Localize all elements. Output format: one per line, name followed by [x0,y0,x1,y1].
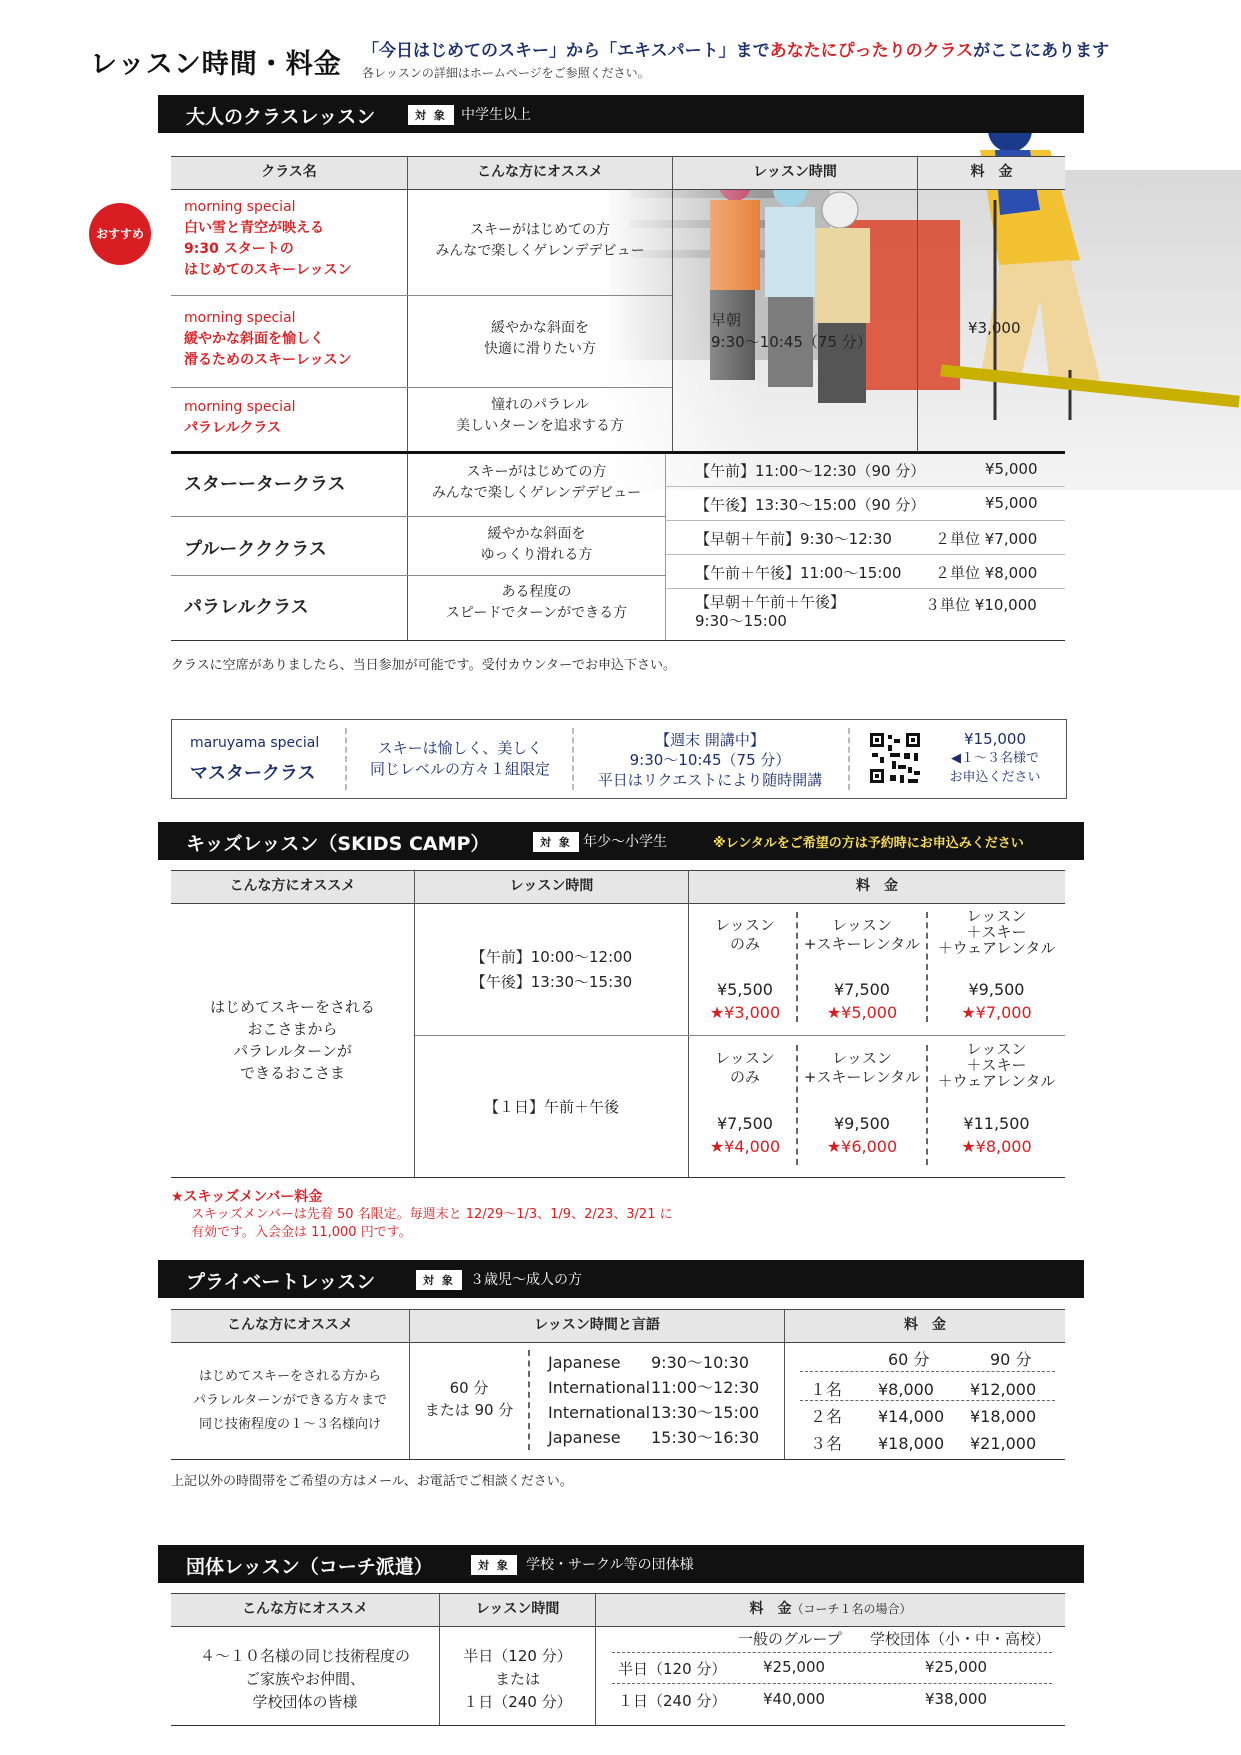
price-90: ¥18,000 [970,1407,1037,1426]
price: ¥5,500 [717,980,773,999]
kids-half-price-3 [928,978,1065,1024]
table-bottom [171,1725,1065,1726]
tagline-part2: あなたにぴったりのクラス [769,41,974,61]
row-divider [171,516,665,517]
kids-time-day: 【１日】午前＋午後 [483,1098,619,1116]
class-name-line: 9:30 スタートの [184,241,294,257]
time-line: 【午前】10:00〜12:00 [470,948,633,966]
price-label-line: 【早朝＋午前＋午後】 [695,593,846,611]
desc-line: スキーがはじめての方 [466,464,607,480]
master-name: マスタークラス [190,763,316,784]
dash-line [612,1652,1052,1653]
price-divider [665,554,1065,555]
desc-line: みんなで楽しくゲレンデデビュー [431,485,642,501]
kids-col-divider [414,870,415,1177]
adult-header-price: 料 金 [970,164,1013,180]
private-duration [410,1377,528,1421]
member-price: ★¥7,000 [961,1003,1032,1022]
label-line: ＋ウェアレンタル [937,939,1056,957]
master-desc [350,738,570,780]
adult-header-class: クラス名 [261,164,317,180]
row-divider [171,387,672,388]
price: ¥7,500 [834,980,890,999]
kids-rental-note: ※レンタルをご希望の方は予約時にお申込みください [713,836,1024,851]
slot-lang: Japanese [548,1428,621,1447]
qr-code-icon[interactable] [868,731,922,789]
kids-member-title: ★スキッズメンバー料金 [171,1189,323,1205]
kids-header-recommend: こんな方にオススメ [229,878,356,894]
kids-member-note [191,1206,673,1242]
member-price: ★¥6,000 [826,1137,898,1156]
master-time [575,730,845,790]
adult-header-time: レッスン時間 [753,164,837,180]
desc-line: 快適に滑りたい方 [484,341,596,357]
price-line: ¥15,000 [963,730,1027,748]
tagline [362,36,1109,61]
private-rows-90 [970,1376,1036,1457]
price-label-line: 9:30〜15:00 [695,612,787,630]
time-line: または [494,1670,540,1688]
dash-divider [572,728,574,790]
table-bottom [171,1459,1065,1460]
kids-header-time: レッスン時間 [509,878,594,894]
morning-row-2-name [184,308,352,371]
row-n: ３名 [810,1434,843,1453]
slot-time: 15:30〜16:30 [651,1428,760,1447]
time-line: 平日はリクエストにより随時開講 [597,771,823,789]
label-line: ＋ウェアレンタル [937,1072,1056,1090]
label-line: +スキーレンタル [803,1068,921,1086]
tagline-part3: がここにあります [973,41,1110,61]
tagline-part1: 「今日はじめてのスキー」から「エキスパート」まで [362,41,770,61]
duration-line: 60 分 [449,1379,489,1397]
member-price: ★¥8,000 [961,1137,1032,1156]
label-line: レッスン [966,907,1027,925]
private-col-90: 90 分 [990,1350,1032,1369]
kids-half-price-1 [695,978,795,1024]
morning-row-1-desc [408,220,672,262]
kids-day-price-3 [928,1112,1065,1158]
dash-line [612,1683,1052,1684]
adult-target: 中学生以上 [461,107,531,123]
kids-day-price-2 [797,1112,927,1158]
price-divider [665,486,1065,487]
morning-time-label: 早朝 [711,311,742,329]
slot-time: 9:30〜10:30 [651,1353,750,1372]
group-desc [171,1645,439,1714]
kids-half-price-2 [797,978,927,1024]
kids-col-divider [688,870,689,1177]
private-slot-langs [548,1350,650,1450]
kids-col-label [797,916,927,954]
class-starter: スターータークラス [184,474,346,495]
price-divider [665,588,1065,589]
master-price [935,730,1055,787]
desc-line: スピードでターンができる方 [445,605,628,621]
group-row-day-label: １日（240 分） [618,1692,727,1710]
private-slot-times [651,1350,759,1450]
morning-row-2-desc [408,318,672,360]
kids-target: 年少〜小学生 [583,834,667,850]
kids-desc [171,996,414,1084]
private-note: 上記以外の時間帯をご希望の方はメール、お電話でご相談ください。 [171,1474,573,1489]
desc-line: 憧れのパラレル [491,397,589,413]
table-bottom [171,640,1065,641]
price-value: ¥5,000 [985,494,1038,512]
morning-time [711,309,872,353]
table-bottom [171,1177,1065,1178]
kids-col-label [695,916,795,954]
morning-special-label: morning special [184,199,296,215]
time-line: 9:30〜10:45（75 分） [629,751,791,769]
class-parallel-desc [408,582,665,624]
private-section-title: プライベートレッスン [186,1271,376,1293]
kids-section-title: キッズレッスン（SKIDS CAMP） [186,833,490,855]
adult-target-label: 対 象 [408,105,454,125]
price: ¥7,500 [717,1114,773,1133]
price-divider [665,520,1065,521]
time-line: 【週末 開講中】 [655,731,765,749]
morning-special-label: morning special [184,399,296,415]
thick-divider [171,451,1065,454]
price-90: ¥21,000 [970,1434,1037,1453]
group-col-general: 一般のグループ [738,1630,842,1648]
group-target-label: 対 象 [471,1555,517,1575]
slot-lang: Japanese [548,1353,621,1372]
desc-line: はじめてスキーをされる [209,998,375,1016]
class-starter-desc [408,462,665,504]
label-line: ＋スキー [966,923,1027,941]
label-line: レッスン [715,916,775,934]
slot-lang: International [548,1378,651,1397]
desc-line: 同じレベルの方々１組限定 [369,760,550,778]
group-header-recommend: こんな方にオススメ [242,1601,368,1617]
class-parallel: パラレルクラス [184,597,309,618]
kids-day-price-1 [695,1112,795,1158]
member-price: ★¥5,000 [826,1003,898,1022]
label-line: レッスン [715,1049,775,1067]
desc-line: 美しいターンを追求する方 [456,418,624,434]
master-special: maruyama special [190,735,320,751]
price-label: 【午前】11:00〜12:30（90 分） [695,462,926,480]
price-note-line: お申込ください [949,770,1041,785]
adult-section-title: 大人のクラスレッスン [186,106,376,128]
price-header: 料 金 [749,1601,792,1617]
private-rows-60 [878,1376,944,1457]
price-value: ３単位 ¥10,000 [925,596,1037,614]
skier-photo [600,90,1241,490]
dash-divider [848,728,850,790]
price: ¥9,500 [834,1114,890,1133]
adult-col-divider [672,156,673,452]
class-plough-desc [408,524,665,566]
group-col-divider [595,1593,596,1725]
price-60: ¥8,000 [878,1380,934,1399]
group-row-half-general: ¥25,000 [763,1658,826,1676]
member-price: ★¥4,000 [709,1137,781,1156]
slot-lang: International [548,1403,651,1422]
group-row-day-school: ¥38,000 [925,1690,988,1708]
price-label [695,593,845,631]
price-value: ２単位 ¥8,000 [935,564,1038,582]
price-90: ¥12,000 [970,1380,1037,1399]
desc-line: パラレルターンができる方々まで [193,1393,387,1408]
label-line: のみ [729,935,760,953]
dash-divider [345,728,347,790]
desc-line: スキーは愉しく、美しく [377,739,543,757]
desc-line: おこさまから [247,1020,338,1038]
recommend-badge-label: おすすめ [95,227,145,241]
note-line: 有効です。入会金は 11,000 円です。 [191,1225,412,1240]
desc-line: 緩やかな斜面を [491,320,589,336]
note-line: スキッズメンバーは先着 50 名限定。毎週末と 12/29〜1/3、1/9、2/23、3/21 に [191,1207,673,1222]
label-line: +スキーレンタル [803,935,921,953]
duration-line: または 90 分 [424,1401,514,1419]
row-divider [415,1035,1065,1036]
dash-line [800,1371,1055,1372]
desc-line: ゆっくり滑れる方 [480,547,593,563]
label-line: レッスン [832,1049,892,1067]
label-line: のみ [729,1068,760,1086]
member-price: ★¥3,000 [709,1003,781,1022]
tagline-sub: 各レッスンの詳細はホームページをご参照ください。 [362,66,650,80]
time-line: 半日（120 分） [463,1647,572,1665]
row-n: ２名 [810,1407,843,1426]
kids-header-price: 料 金 [856,878,898,894]
class-name-line: 白い雪と青空が映える [184,220,324,236]
group-target: 学校・サークル等の団体様 [526,1557,694,1573]
adult-section-bar [158,95,1084,133]
class-name-line: 緩やかな斜面を愉しく [184,331,324,347]
price-value: ¥5,000 [985,460,1038,478]
kids-col-label [928,1041,1065,1089]
desc-line: 学校団体の皆様 [252,1693,358,1711]
group-header-price [596,1599,1065,1620]
morning-row-3-desc [408,395,672,437]
row-divider [171,295,672,296]
private-header-recommend: こんな方にオススメ [227,1317,353,1333]
class-name-line: 滑るためのスキーレッスン [184,352,352,368]
morning-time-value: 9:30〜10:45（75 分） [711,333,872,351]
row-n: １名 [810,1380,843,1399]
price-note-line: ◀１〜３名様で [951,751,1039,766]
price-value: ２単位 ¥7,000 [935,530,1038,548]
group-row-half-school: ¥25,000 [925,1658,988,1676]
private-col-divider [784,1309,785,1459]
label-line: ＋スキー [966,1056,1027,1074]
private-target: ３歳児〜成人の方 [470,1272,582,1288]
desc-line: できるおこさま [239,1064,345,1082]
desc-line: みんなで楽しくゲレンデデビュー [435,243,645,259]
private-header-price: 料 金 [904,1317,946,1333]
group-header-time: レッスン時間 [475,1601,560,1617]
kids-col-label [797,1049,927,1087]
adult-col-divider [665,452,666,641]
price-label: 【早朝＋午前】9:30〜12:30 [695,530,892,548]
kids-col-label [695,1049,795,1087]
group-col-school: 学校団体（小・中・高校） [870,1630,1051,1648]
label-line: レッスン [966,1040,1027,1058]
time-line: 【午後】13:30〜15:30 [470,973,633,991]
price-label: 【午後】13:30〜15:00（90 分） [695,496,926,514]
adult-header-recommend: こんな方にオススメ [477,164,603,180]
private-rows-n [810,1376,842,1457]
price-60: ¥14,000 [878,1407,945,1426]
desc-line: 緩やかな斜面を [487,526,586,542]
group-section-bar [158,1545,1084,1583]
desc-line: ある程度の [501,584,572,600]
morning-row-1-name [184,197,352,281]
morning-price: ¥3,000 [968,319,1021,337]
dash-line [800,1400,1055,1401]
desc-line: スキーがはじめての方 [470,222,610,238]
price: ¥9,500 [968,980,1025,999]
price-60: ¥18,000 [878,1434,945,1453]
class-name-line: はじめてのスキーレッスン [184,262,352,278]
class-name-line: パラレルクラス [184,420,281,436]
group-row-day-general: ¥40,000 [763,1690,826,1708]
dash-divider [528,1350,530,1450]
label-line: レッスン [832,916,892,934]
kids-time-half [415,945,688,995]
kids-target-label: 対 象 [533,832,579,852]
price: ¥11,500 [963,1114,1030,1133]
private-col-60: 60 分 [888,1350,930,1369]
price-label: 【午前＋午後】11:00〜15:00 [695,564,902,582]
desc-line: はじめてスキーをされる方から [198,1369,381,1384]
private-header-time: レッスン時間と言語 [534,1317,660,1333]
price-header-note: （コーチ１名の場合） [791,1602,912,1616]
desc-line: パラレルターンが [233,1042,352,1060]
slot-time: 11:00〜12:30 [651,1378,760,1397]
kids-col-label [928,908,1065,956]
adult-col-divider [917,156,918,452]
slot-time: 13:30〜15:00 [651,1403,760,1422]
desc-line: ４〜１０名様の同じ技術程度の [199,1647,410,1665]
morning-special-label: morning special [184,310,296,326]
class-plough: プルークククラス [184,539,327,560]
private-target-label: 対 象 [416,1270,462,1290]
adult-note: クラスに空席がありましたら、当日参加が可能です。受付カウンターでお申込下さい。 [171,658,677,673]
private-desc [171,1365,409,1437]
group-time [440,1645,595,1714]
private-section-bar [158,1260,1084,1298]
group-section-title: 団体レッスン（コーチ派遣） [186,1556,433,1578]
kids-section-bar [158,822,1084,860]
row-divider [171,575,665,576]
page-title: レッスン時間・料金 [90,49,342,80]
morning-row-3-name [184,397,296,439]
time-line: １日（240 分） [463,1693,572,1711]
desc-line: ご家族やお仲間、 [244,1670,365,1688]
desc-line: 同じ技術程度の１〜３名様向け [198,1417,381,1432]
group-row-half-label: 半日（120 分） [618,1660,727,1678]
